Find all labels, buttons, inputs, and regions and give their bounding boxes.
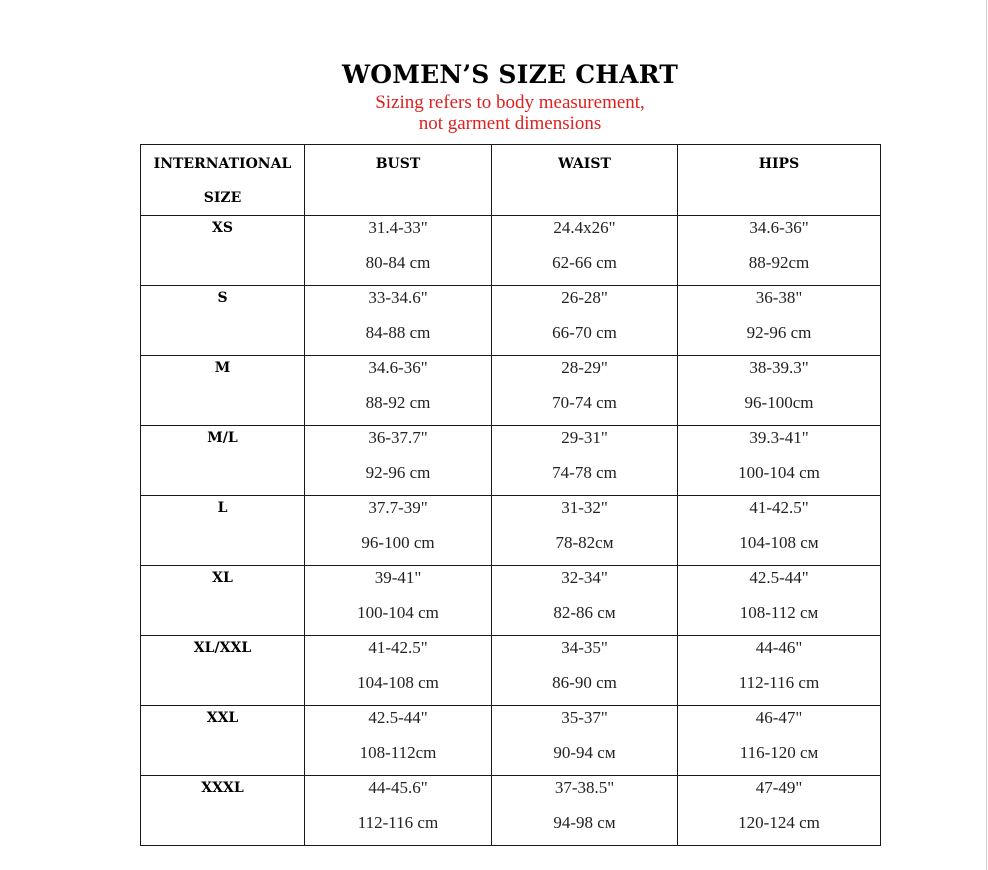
waist-centimeters: 66-70 cm xyxy=(552,323,617,342)
hips-centimeters: 96-100cm xyxy=(744,393,814,412)
waist-cell xyxy=(492,356,678,426)
bust-inches: 42.5-44" xyxy=(368,708,428,727)
size-label: XL/XXL xyxy=(193,640,252,656)
waist-inches: 31-32" xyxy=(561,498,608,517)
header-international-size xyxy=(141,145,305,216)
bust-centimeters: 104-108 cm xyxy=(357,673,439,692)
size-cell xyxy=(141,286,305,356)
bust-inches: 33-34.6" xyxy=(368,288,428,307)
hips-cell xyxy=(678,356,881,426)
waist-cell xyxy=(492,776,678,846)
hips-inches: 47-49" xyxy=(755,778,803,797)
bust-centimeters: 96-100 cm xyxy=(361,533,435,552)
header-size-line-1: INTERNATIONAL xyxy=(153,156,292,172)
hips-cell xyxy=(678,216,881,286)
header-hips-label: HIPS xyxy=(758,156,800,172)
waist-inches: 37-38.5" xyxy=(554,778,615,797)
waist-centimeters: 86-90 cm xyxy=(552,673,617,692)
hips-centimeters: 104-108 см xyxy=(739,533,819,552)
hips-centimeters: 92-96 cm xyxy=(746,323,812,342)
hips-centimeters: 112-116 cm xyxy=(738,673,820,692)
hips-inches: 39.3-41" xyxy=(749,428,809,447)
hips-inches: 46-47" xyxy=(755,708,803,727)
size-cell xyxy=(141,356,305,426)
size-label: M/L xyxy=(207,430,238,446)
size-label: S xyxy=(217,290,228,306)
header-row xyxy=(141,145,881,216)
waist-inches: 32-34" xyxy=(561,568,608,587)
size-rows xyxy=(141,216,881,846)
size-label: XXXL xyxy=(201,780,244,796)
waist-inches: 24.4x26" xyxy=(553,218,616,237)
bust-cell xyxy=(305,636,492,706)
header-bust-label: BUST xyxy=(375,156,421,172)
size-cell xyxy=(141,496,305,566)
bust-inches: 37.7-39" xyxy=(368,498,428,517)
bust-inches: 41-42.5" xyxy=(368,638,428,657)
size-cell xyxy=(141,216,305,286)
size-label: L xyxy=(217,500,228,516)
table-row xyxy=(141,496,881,566)
hips-centimeters: 88-92cm xyxy=(748,253,810,272)
table-row xyxy=(141,426,881,496)
header-size-line-2: SIZE xyxy=(203,190,242,206)
bust-inches: 31.4-33" xyxy=(368,218,428,237)
waist-inches: 26-28" xyxy=(561,288,608,307)
header-waist-label: WAIST xyxy=(558,156,611,172)
bust-centimeters: 100-104 cm xyxy=(357,603,439,622)
size-cell xyxy=(141,636,305,706)
hips-cell xyxy=(678,286,881,356)
waist-inches: 28-29" xyxy=(561,358,608,377)
waist-centimeters: 78-82см xyxy=(555,533,614,552)
table-row xyxy=(141,706,881,776)
size-cell xyxy=(141,566,305,636)
subtitle-line-1: Sizing refers to body measurement, xyxy=(375,92,645,113)
size-label: XL xyxy=(212,570,233,586)
waist-centimeters: 90-94 см xyxy=(553,743,616,762)
hips-inches: 36-38" xyxy=(755,288,803,307)
hips-cell xyxy=(678,776,881,846)
table-row xyxy=(141,286,881,356)
bust-cell xyxy=(305,286,492,356)
waist-centimeters: 70-74 cm xyxy=(552,393,617,412)
bust-cell xyxy=(305,356,492,426)
bust-centimeters: 88-92 cm xyxy=(365,393,431,412)
waist-cell xyxy=(492,216,678,286)
waist-inches: 35-37" xyxy=(561,708,608,727)
hips-centimeters: 120-124 cm xyxy=(738,813,820,832)
hips-cell xyxy=(678,426,881,496)
waist-cell xyxy=(492,496,678,566)
waist-centimeters: 62-66 cm xyxy=(552,253,617,272)
size-cell xyxy=(141,776,305,846)
table-row xyxy=(141,356,881,426)
size-label: XS xyxy=(212,220,233,236)
bust-cell xyxy=(305,706,492,776)
hips-centimeters: 100-104 cm xyxy=(738,463,820,482)
size-label: M xyxy=(214,360,231,376)
header-hips xyxy=(678,145,881,216)
hips-cell xyxy=(678,496,881,566)
header-waist xyxy=(492,145,678,216)
size-label: XXL xyxy=(206,710,239,726)
waist-cell xyxy=(492,426,678,496)
bust-centimeters: 108-112cm xyxy=(359,743,437,762)
size-cell xyxy=(141,706,305,776)
table-row xyxy=(141,776,881,846)
waist-cell xyxy=(492,286,678,356)
waist-cell xyxy=(492,566,678,636)
waist-inches: 29-31" xyxy=(561,428,608,447)
hips-cell xyxy=(678,636,881,706)
size-chart-table xyxy=(140,144,881,846)
hips-inches: 41-42.5" xyxy=(749,498,809,517)
waist-inches: 34-35" xyxy=(561,638,608,657)
waist-centimeters: 74-78 cm xyxy=(552,463,617,482)
bust-inches: 44-45.6" xyxy=(368,778,428,797)
bust-cell xyxy=(305,566,492,636)
hips-cell xyxy=(678,566,881,636)
bust-cell xyxy=(305,496,492,566)
waist-centimeters: 82-86 см xyxy=(553,603,616,622)
bust-inches: 34.6-36" xyxy=(368,358,428,377)
hips-inches: 44-46" xyxy=(755,638,803,657)
table-row xyxy=(141,636,881,706)
hips-inches: 38-39.3" xyxy=(749,358,809,377)
table-row xyxy=(141,566,881,636)
bust-inches: 39-41" xyxy=(374,568,422,587)
page-title: WOMEN’S SIZE CHART xyxy=(341,60,679,89)
hips-centimeters: 116-120 см xyxy=(739,743,819,762)
bust-cell xyxy=(305,216,492,286)
header-bust xyxy=(305,145,492,216)
hips-cell xyxy=(678,706,881,776)
bust-centimeters: 80-84 cm xyxy=(365,253,431,272)
bust-cell xyxy=(305,426,492,496)
bust-centimeters: 92-96 cm xyxy=(365,463,431,482)
subtitle-line-2: not garment dimensions xyxy=(418,113,602,134)
size-cell xyxy=(141,426,305,496)
waist-centimeters: 94-98 см xyxy=(553,813,616,832)
bust-cell xyxy=(305,776,492,846)
hips-inches: 34.6-36" xyxy=(749,218,809,237)
table-row xyxy=(141,216,881,286)
waist-cell xyxy=(492,706,678,776)
waist-cell xyxy=(492,636,678,706)
bust-centimeters: 112-116 cm xyxy=(357,813,439,832)
bust-inches: 36-37.7" xyxy=(368,428,428,447)
hips-inches: 42.5-44" xyxy=(749,568,809,587)
hips-centimeters: 108-112 см xyxy=(739,603,819,622)
bust-centimeters: 84-88 cm xyxy=(365,323,431,342)
